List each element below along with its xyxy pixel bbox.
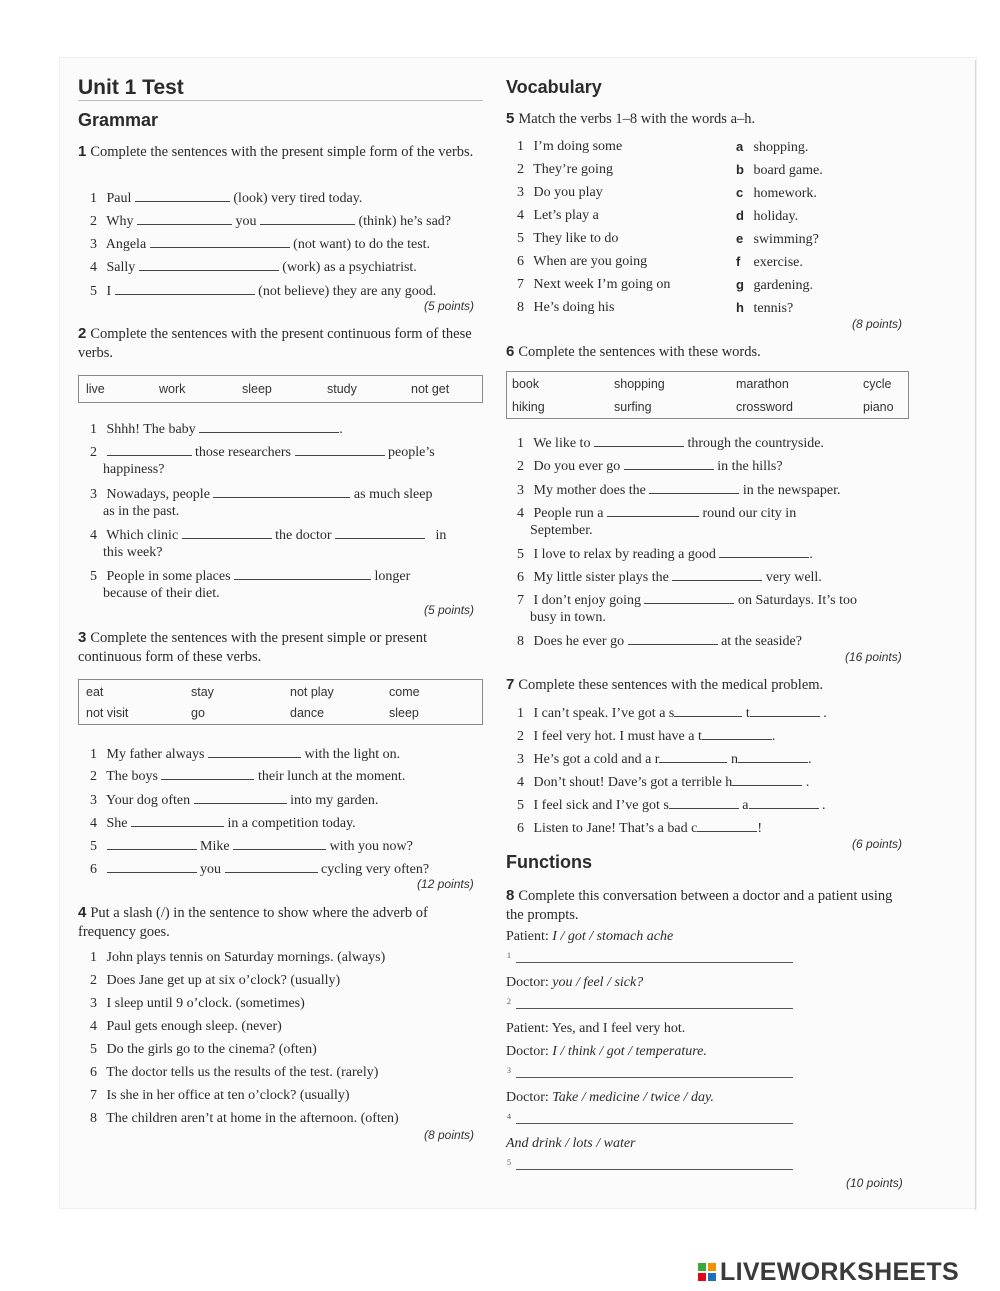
ex2-item-2: 2 those researchers people’s (90, 445, 435, 460)
word: sleep (389, 706, 419, 720)
answer-blank[interactable] (649, 481, 739, 494)
word: work (159, 382, 186, 396)
word: marathon (736, 377, 789, 391)
ex7-item-3: 3 He’s got a cold and a r n . (517, 752, 812, 767)
ex4-item-4[interactable]: 4 Paul gets enough sleep. (never) (90, 1019, 282, 1034)
grammar-heading: Grammar (78, 110, 159, 130)
unit-title: Unit 1 Test (78, 74, 483, 101)
answer-blank[interactable] (702, 727, 772, 740)
answer-blank[interactable] (260, 212, 355, 225)
ex8-answer-num: 4 (507, 1112, 511, 1121)
answer-blank[interactable] (234, 567, 371, 580)
ex5-right-b: b board game. (736, 162, 823, 178)
ex6-item-2: 2 Do you ever go in the hills? (517, 459, 783, 474)
word: shopping (614, 377, 665, 391)
ex8-line-1: Patient: I / got / stomach ache (506, 929, 674, 944)
ex8-line-5: Doctor: Take / medicine / twice / day. (506, 1090, 714, 1105)
ex6-item-7: 7 I don’t enjoy going on Saturdays. It’s too (517, 593, 857, 608)
ex7-points: (6 points) (852, 837, 903, 851)
ex6-item-8: 8 Does he ever go at the seaside? (517, 634, 802, 649)
ex2-instruction: 2 Complete the sentences with the present continuous form of these verbs. (78, 325, 472, 361)
word: go (191, 706, 205, 720)
ex5-right-a: a shopping. (736, 139, 809, 155)
word: piano (863, 400, 894, 414)
ex8-answer-line-5[interactable] (516, 1169, 793, 1170)
ex8-answer-line-3[interactable] (516, 1077, 793, 1078)
ex3-item-3: 3 Your dog often into my garden. (90, 793, 379, 808)
answer-blank[interactable] (161, 767, 254, 780)
ex5-right-d: d holiday. (736, 208, 799, 224)
answer-blank[interactable] (594, 434, 684, 447)
liveworksheets-logo-text: LIVEWORKSHEETS (720, 1257, 959, 1286)
ex5-right-f: f exercise. (736, 254, 803, 270)
ex6-item-5: 5 I love to relax by reading a good . (517, 547, 813, 562)
word: come (389, 685, 420, 699)
ex6-item-1: 1 We like to through the countryside. (517, 436, 824, 451)
answer-blank[interactable] (208, 745, 301, 758)
ex5-left-3: 3 Do you play (517, 185, 603, 200)
ex8-answer-line-1[interactable] (516, 962, 793, 963)
word: not get (411, 382, 450, 396)
ex8-points: (10 points) (846, 1176, 903, 1190)
ex6-item-3: 3 My mother does the in the newspaper. (517, 483, 841, 498)
answer-blank[interactable] (607, 504, 699, 517)
ex8-answer-line-2[interactable] (516, 1008, 793, 1009)
logo-square (708, 1273, 716, 1281)
ex2-item-5-cont: because of their diet. (103, 586, 220, 601)
answer-blank[interactable] (674, 704, 742, 717)
ex8-answer-num: 5 (507, 1158, 511, 1167)
ex2-item-4: 4 Which clinic the doctor in (90, 528, 447, 543)
word: not visit (86, 706, 129, 720)
answer-blank[interactable] (213, 485, 350, 498)
answer-blank[interactable] (644, 591, 734, 604)
ex3-points: (12 points) (417, 877, 474, 891)
ex8-answer-num: 1 (507, 951, 511, 960)
ex4-item-1[interactable]: 1 John plays tennis on Saturday mornings. (always) (90, 950, 386, 965)
ex3-item-2: 2 The boys their lunch at the moment. (90, 769, 406, 784)
ex2-word-box (78, 375, 483, 403)
ex5-right-h: h tennis? (736, 300, 794, 316)
page-edge-line (975, 60, 976, 1210)
ex6-word-box (506, 371, 909, 419)
ex6-item-4-cont: September. (530, 523, 593, 538)
ex1-item-2: 2 Why you (think) he’s sad? (90, 214, 451, 229)
answer-blank[interactable] (233, 837, 326, 850)
liveworksheets-logo[interactable] (698, 1257, 959, 1287)
ex2-item-5: 5 People in some places longer (90, 569, 411, 584)
ex5-left-1: 1 I’m doing some (517, 139, 623, 154)
ex6-item-7-cont: busy in town. (530, 610, 606, 625)
ex5-right-e: e swimming? (736, 231, 819, 247)
word: eat (86, 685, 104, 699)
answer-blank[interactable] (225, 860, 318, 873)
logo-square (698, 1273, 706, 1281)
ex1-item-3: 3 Angela (not want) to do the test. (90, 237, 431, 252)
logo-square (698, 1263, 706, 1271)
ex5-points: (8 points) (852, 317, 903, 331)
ex1-instruction: 1 Complete the sentences with the present simple form of the verbs. (78, 143, 474, 160)
ex5-left-6: 6 When are you going (517, 254, 648, 269)
ex7-item-1: 1 I can’t speak. I’ve got a s t . (517, 706, 827, 721)
ex4-points: (8 points) (424, 1128, 475, 1142)
ex1-item-5: 5 I (not believe) they are any good. (90, 284, 437, 299)
ex8-line-2: Doctor: you / feel / sick? (506, 975, 644, 990)
word: sleep (242, 382, 272, 396)
ex5-left-2: 2 They’re going (517, 162, 613, 177)
answer-blank[interactable] (135, 189, 230, 202)
ex7-item-4: 4 Don’t shout! Dave’s got a terrible h . (517, 775, 810, 790)
ex5-left-4: 4 Let’s play a (517, 208, 599, 223)
ex5-left-7: 7 Next week I’m going on (517, 277, 671, 292)
ex3-word-box (78, 679, 483, 725)
vocabulary-heading: Vocabulary (506, 77, 602, 97)
answer-blank[interactable] (139, 258, 279, 271)
answer-blank[interactable] (749, 796, 819, 809)
word: dance (290, 706, 325, 720)
ex3-item-4: 4 She in a competition today. (90, 816, 356, 831)
ex1-item-1: 1 Paul (look) very tired today. (90, 191, 363, 206)
ex7-item-5: 5 I feel sick and I’ve got s a . (517, 798, 826, 813)
ex2-item-4-cont: this week? (103, 545, 163, 560)
answer-blank[interactable] (628, 632, 718, 645)
ex5-left-8: 8 He’s doing his (517, 300, 615, 315)
ex6-item-4: 4 People run a round our city in (517, 506, 797, 521)
ex7-instruction: 7 Complete these sentences with the medical problem. (506, 676, 824, 693)
answer-blank[interactable] (194, 791, 287, 804)
ex6-points: (16 points) (845, 650, 902, 664)
answer-blank[interactable] (732, 773, 802, 786)
answer-blank[interactable] (697, 819, 757, 832)
answer-blank[interactable] (624, 457, 714, 470)
ex4-item-2[interactable]: 2 Does Jane get up at six o’clock? (usually) (90, 973, 341, 988)
answer-blank[interactable] (750, 704, 820, 717)
answer-blank[interactable] (672, 568, 762, 581)
answer-blank[interactable] (295, 443, 385, 456)
ex7-item-6: 6 Listen to Jane! That’s a bad c ! (517, 821, 762, 836)
answer-blank[interactable] (107, 860, 197, 873)
word: surfing (614, 400, 652, 414)
ex1-points: (5 points) (424, 299, 475, 313)
ex4-item-3[interactable]: 3 I sleep until 9 o’clock. (sometimes) (90, 996, 305, 1011)
ex7-item-2: 2 I feel very hot. I must have a t . (517, 729, 776, 744)
ex8-line-6: And drink / lots / water (506, 1136, 636, 1151)
ex2-points: (5 points) (424, 603, 475, 617)
ex2-item-3: 3 Nowadays, people as much sleep (90, 487, 433, 502)
ex4-item-8[interactable]: 8 The children aren’t at home in the afternoon. (often) (90, 1111, 399, 1126)
answer-blank[interactable] (137, 212, 232, 225)
answer-blank[interactable] (669, 796, 739, 809)
ex8-line-3: Patient: Yes, and I feel very hot. (506, 1021, 686, 1036)
ex5-right-g: g gardening. (736, 277, 813, 293)
functions-heading: Functions (506, 852, 592, 872)
ex2-item-2-cont: happiness? (103, 462, 165, 477)
ex8-line-4: Doctor: I / think / got / temperature. (506, 1044, 707, 1059)
answer-blank[interactable] (107, 443, 192, 456)
ex3-instruction: 3 Complete the sentences with the present simple or present continuous form of these verbs. (78, 629, 427, 665)
ex8-instruction: 8 Complete this conversation between a doctor and a patient using the prompts. (506, 887, 893, 923)
ex2-item-1: 1 Shhh! The baby . (90, 422, 343, 437)
ex2-item-3-cont: as in the past. (103, 504, 180, 519)
ex3-item-5: 5 Mike with you now? (90, 839, 413, 854)
ex3-item-1: 1 My father always with the light on. (90, 747, 401, 762)
answer-blank[interactable] (182, 526, 272, 539)
answer-blank[interactable] (115, 282, 255, 295)
word: book (512, 377, 540, 391)
word: hiking (512, 400, 545, 414)
word: live (86, 382, 105, 396)
answer-blank[interactable] (150, 235, 290, 248)
answer-blank[interactable] (719, 545, 809, 558)
ex4-item-5[interactable]: 5 Do the girls go to the cinema? (often) (90, 1042, 317, 1057)
ex5-left-5: 5 They like to do (517, 231, 619, 246)
ex5-instruction: 5 Match the verbs 1–8 with the words a–h. (506, 110, 756, 127)
ex3-item-6: 6 you cycling very often? (90, 862, 430, 877)
word: study (327, 382, 357, 396)
logo-square (708, 1263, 716, 1271)
answer-blank[interactable] (131, 814, 224, 827)
ex4-instruction: 4 Put a slash (/) in the sentence to show where the adverb of frequency goes. (78, 904, 428, 940)
ex8-answer-num: 2 (507, 997, 511, 1006)
answer-blank[interactable] (659, 750, 727, 763)
ex4-item-7[interactable]: 7 Is she in her office at ten o’clock? (usually) (90, 1088, 350, 1103)
word: not play (290, 685, 334, 699)
ex4-item-6[interactable]: 6 The doctor tells us the results of the test. (rarely) (90, 1065, 379, 1080)
ex6-instruction: 6 Complete the sentences with these words. (506, 343, 761, 360)
answer-blank[interactable] (199, 420, 339, 433)
ex8-answer-line-4[interactable] (516, 1123, 793, 1124)
ex6-item-6: 6 My little sister plays the very well. (517, 570, 822, 585)
liveworksheets-logo-icon (698, 1263, 716, 1281)
answer-blank[interactable] (738, 750, 808, 763)
word: stay (191, 685, 214, 699)
answer-blank[interactable] (335, 526, 425, 539)
answer-blank[interactable] (107, 837, 197, 850)
word: crossword (736, 400, 793, 414)
ex1-item-4: 4 Sally (work) as a psychiatrist. (90, 260, 417, 275)
ex8-answer-num: 3 (507, 1066, 511, 1075)
ex5-right-c: c homework. (736, 185, 817, 201)
word: cycle (863, 377, 892, 391)
